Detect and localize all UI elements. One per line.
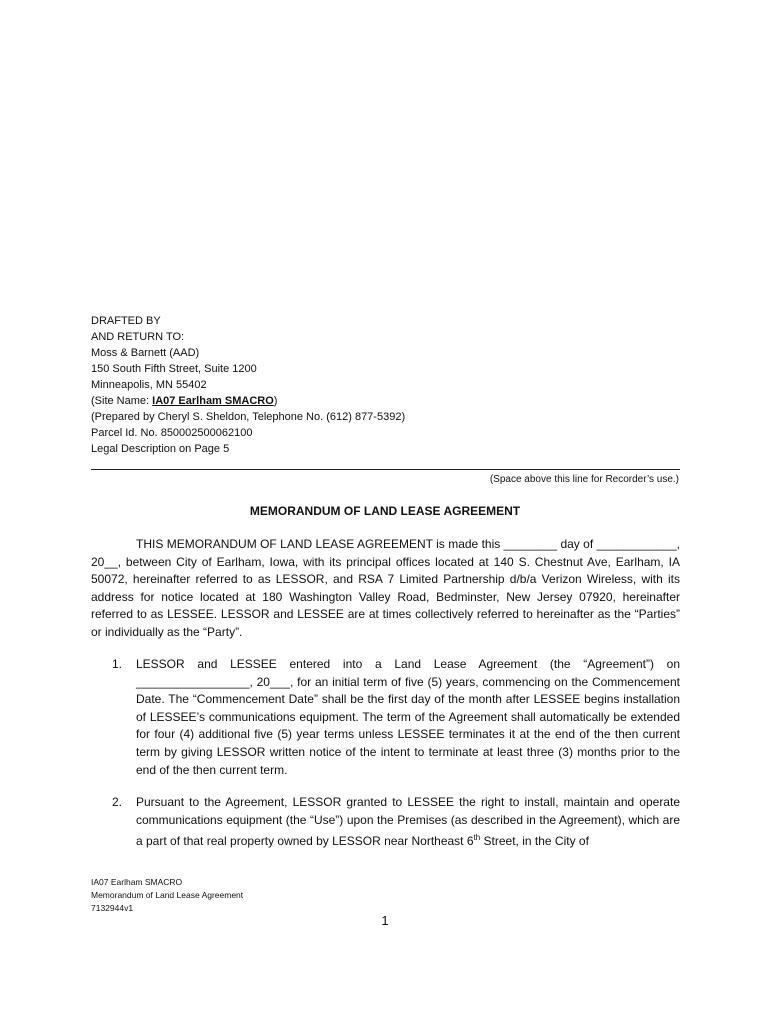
footer-document-name: Memorandum of Land Lease Agreement xyxy=(91,890,244,900)
item-text xyxy=(136,794,680,848)
page-footer xyxy=(91,876,243,915)
item-text: LESSOR and LESSEE entered into a Land Lease Agreement (the “Agreement”) on _________________, 20___, for an initial term of five (5) years, commencing on the Commencement Date. The “Commencement Date” shall be the first day of the month after LESSEE begins installation of LESSEE’s communications equipment. The term of the Agreement shall automatically be extended for four (4) additional five (5) year terms unless LESSEE terminates it at the end of the then current term by giving LESSOR written notice of the intent to terminate at least three (3) months prior to the end of the then current term. xyxy=(136,657,680,777)
recorder-note: (Space above this line for Recorder’s use.) xyxy=(489,474,679,485)
return-address-block xyxy=(91,313,405,457)
street-address: 150 South Fifth Street, Suite 1200 xyxy=(91,363,257,375)
list-item xyxy=(112,794,680,848)
footer-site-name: IA07 Earlham SMACRO xyxy=(91,877,183,887)
firm-name: Moss & Barnett (AAD) xyxy=(91,347,200,359)
item-number: 2. xyxy=(112,795,123,809)
site-name-line xyxy=(91,393,405,409)
intro-paragraph: THIS MEMORANDUM OF LAND LEASE AGREEMENT is made this ________ day of ____________, 20__, between City of Earlham, Iowa, with its principal offices located at 140 S. Chestnut Ave, Earlham, IA 50072, hereinafter referred to as LESSOR, and RSA 7 Limited Partnership d/b/a Verizon Wireless, with its address for notice located at 180 Washington Valley Road, Bedminster, New Jersey 07920, hereinafter referred to as LESSEE. LESSOR and LESSEE are at times collectively referred to hereinafter as the “Parties” or individually as the “Party”. xyxy=(91,537,680,639)
drafted-by-label: DRAFTED BY xyxy=(91,315,161,327)
prepared-by-line: (Prepared by Cheryl S. Sheldon, Telephone No. (612) 877-5392) xyxy=(91,411,406,423)
footer-document-id: 7132944v1 xyxy=(91,903,134,913)
site-name-prefix: (Site Name: xyxy=(91,395,153,407)
return-to-label: AND RETURN TO: xyxy=(91,331,185,343)
site-name-value: IA07 Earlham SMACRO xyxy=(152,395,274,407)
list-item xyxy=(112,656,680,779)
document-title: MEMORANDUM OF LAND LEASE AGREEMENT xyxy=(249,504,521,518)
item-text-after: Street, in the City of xyxy=(480,834,589,848)
city-state-zip: Minneapolis, MN 55402 xyxy=(91,379,207,391)
legal-description-line: Legal Description on Page 5 xyxy=(91,443,230,455)
site-name-suffix: ) xyxy=(273,395,278,407)
item-text-before: Pursuant to the Agreement, LESSOR granted to LESSEE the right to install, maintain and operate communications equipment (the “Use”) upon the Premises (as described in the Agreement), which are a part of that real property owned by LESSOR near Northeast 6 xyxy=(136,795,680,848)
item-number: 1. xyxy=(112,657,123,671)
recorder-divider xyxy=(91,469,680,470)
page-number: 1 xyxy=(381,913,389,928)
parcel-id-line: Parcel Id. No. 850002500062100 xyxy=(91,427,253,439)
ordinal-superscript: th xyxy=(473,833,481,843)
